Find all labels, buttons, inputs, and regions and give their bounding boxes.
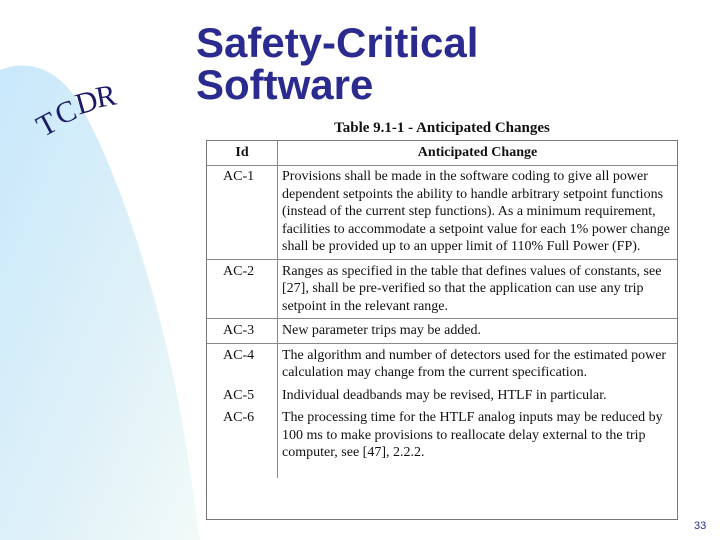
row-id: AC-6: [207, 408, 278, 478]
row-text: The processing time for the HTLF analog inputs may be reduced by 100 ms to make provisions to reallocate delay external to the trip computer, see [47], 2.2.2.: [282, 410, 663, 460]
slide-title-line1: Safety-Critical: [196, 19, 479, 66]
logo-letter-d: D: [71, 83, 102, 122]
row-text: The algorithm and number of detectors used for the estimated power calculation may change from the current specification.: [282, 347, 667, 380]
row-text: Individual deadbands may be revised, HTLF in particular.: [282, 387, 607, 403]
logo-letter-r: R: [93, 78, 119, 115]
row-text: New parameter trips may be added.: [278, 319, 678, 344]
tcdr-logo: [31, 78, 119, 144]
logo-letter-t: T: [31, 105, 63, 144]
logo-letter-c: C: [50, 93, 82, 132]
table-row: [207, 166, 677, 260]
table-row: [207, 386, 677, 409]
row-id: AC-2: [207, 259, 278, 319]
page-number: 33: [694, 520, 707, 532]
slide-title-line2: Software: [196, 61, 374, 108]
row-id: AC-1: [207, 166, 278, 260]
row-id: AC-3: [207, 319, 278, 344]
row-text: Ranges as specified in the table that defines values of constants, see [27], shall be pre-verified so that the application can use any trip setpoint in the relevant range.: [278, 259, 678, 319]
row-text: Provisions shall be made in the software coding to give all power dependent setpoints the ability to handle arbitrary setpoint functions (instead of the current step functions). As a minimum requirement, facilities to accommodate a setpoint value for each 1% power change shall be provided up to an upper limit of 110% Full Power (FP).: [278, 166, 678, 260]
table-row: [207, 319, 677, 344]
row-id: AC-5: [207, 386, 278, 409]
table-caption: Table 9.1-1 - Anticipated Changes: [334, 120, 550, 136]
table-row: [207, 343, 677, 386]
header-id: Id: [207, 141, 278, 166]
table-row: [207, 408, 677, 478]
anticipated-changes-table: [206, 140, 678, 520]
table-row: [207, 259, 677, 319]
table-header-row: [207, 141, 677, 166]
row-id: AC-4: [207, 343, 278, 386]
slide-title: [196, 19, 616, 108]
header-anticipated-change: Anticipated Change: [278, 141, 678, 166]
